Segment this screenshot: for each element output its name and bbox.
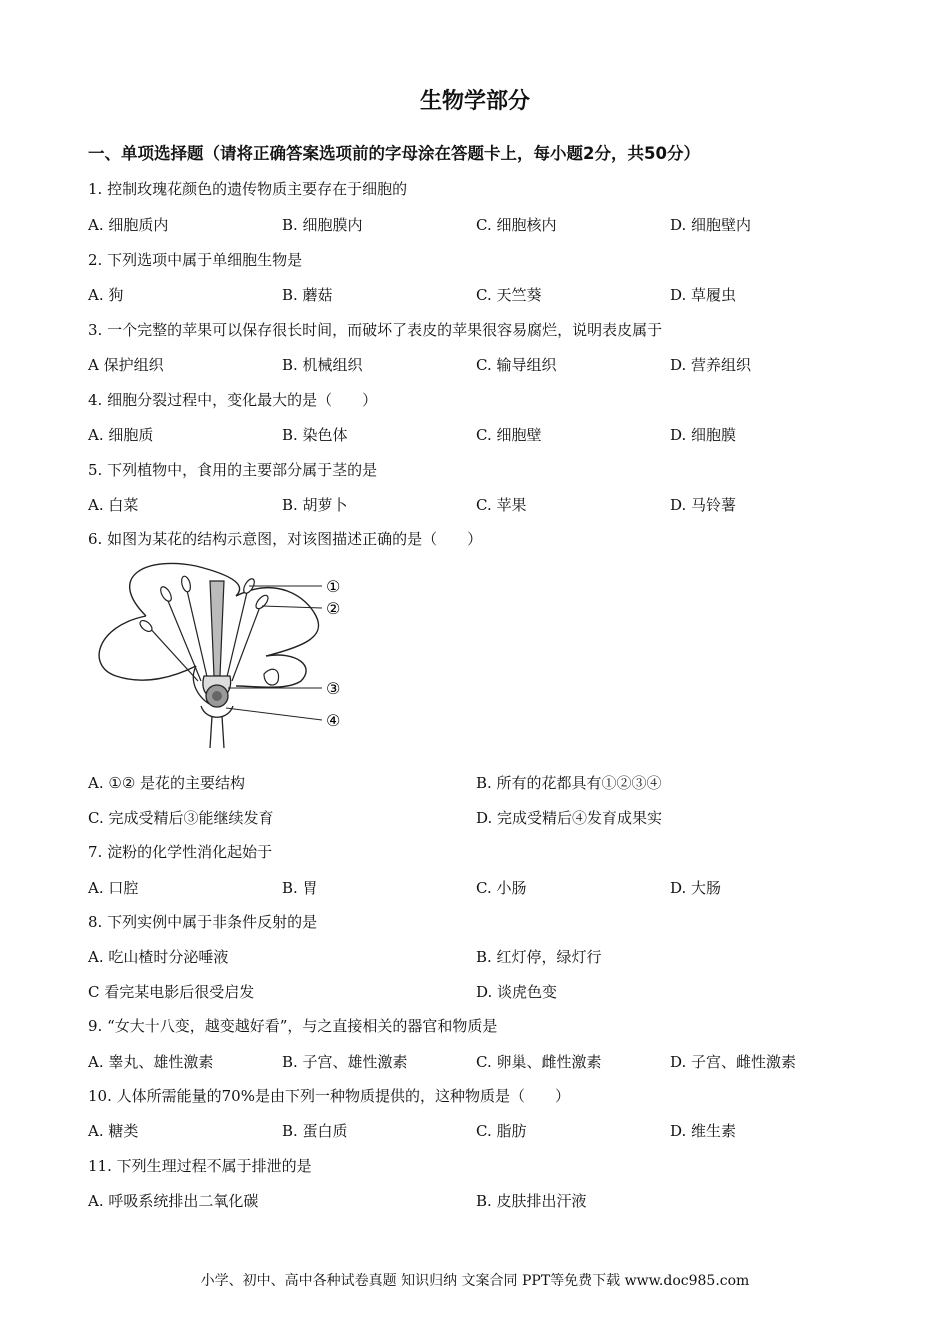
option-c: C. 天竺葵 [476, 286, 542, 304]
option-a: A 保护组织 [88, 356, 164, 374]
option-a: A. ①② 是花的主要结构 [88, 774, 246, 792]
question-stem: 8. 下列实例中属于非条件反射的是 [88, 913, 318, 931]
option-a: A. 睾丸、雄性激素 [88, 1053, 214, 1071]
question-stem: 3. 一个完整的苹果可以保存很长时间，而破坏了表皮的苹果很容易腐烂，说明表皮属于 [88, 321, 663, 339]
question-stem: 7. 淀粉的化学性消化起始于 [88, 843, 273, 861]
option-d: D. 维生素 [670, 1122, 737, 1140]
option-d: D. 细胞膜 [670, 426, 737, 444]
option-b: B. 胡萝卜 [282, 496, 348, 514]
option-b: B. 胃 [282, 879, 318, 897]
option-b: B. 染色体 [282, 426, 348, 444]
option-a: A. 狗 [88, 286, 124, 304]
option-b: B. 红灯停，绿灯行 [476, 948, 602, 966]
option-d: D. 细胞壁内 [670, 216, 752, 234]
option-c: C. 细胞壁 [476, 426, 542, 444]
flower-structure-diagram [86, 556, 360, 748]
label-1: ① [326, 577, 341, 596]
section-heading: 一、单项选择题（请将正确答案选项前的字母涂在答题卡上，每小题2分，共50分） [88, 144, 700, 163]
option-b: B. 蛋白质 [282, 1122, 348, 1140]
question-stem: 11. 下列生理过程不属于排泄的是 [88, 1157, 312, 1175]
option-a: A. 吃山楂时分泌唾液 [88, 948, 229, 966]
question-stem: 5. 下列植物中，食用的主要部分属于茎的是 [88, 461, 378, 479]
option-c: C. 细胞核内 [476, 216, 557, 234]
option-d: D. 草履虫 [670, 286, 737, 304]
option-d: D. 大肠 [670, 879, 722, 897]
option-c: C. 苹果 [476, 496, 527, 514]
page-title: 生物学部分 [419, 89, 530, 114]
option-b: B. 所有的花都具有①②③④ [476, 774, 662, 792]
option-b: B. 子宫、雄性激素 [282, 1053, 408, 1071]
page-footer: 小学、初中、高中各种试卷真题 知识归纳 文案合同 PPT等免费下载 www.doc985.com [200, 1273, 750, 1289]
option-c: C. 完成受精后③能继续发育 [88, 809, 274, 827]
label-2: ② [326, 599, 341, 618]
option-d: D. 完成受精后④发育成果实 [476, 809, 663, 827]
question-stem: 1. 控制玫瑰花颜色的遗传物质主要存在于细胞的 [88, 180, 408, 198]
option-b: B. 皮肤排出汗液 [476, 1192, 587, 1210]
question-stem: 6. 如图为某花的结构示意图，对该图描述正确的是（ ） [88, 530, 483, 548]
question-stem: 4. 细胞分裂过程中，变化最大的是（ ） [88, 391, 378, 409]
option-b: B. 机械组织 [282, 356, 363, 374]
option-c: C 看完某电影后很受启发 [88, 983, 255, 1001]
option-a: A. 细胞质 [88, 426, 154, 444]
option-a: A. 细胞质内 [88, 216, 169, 234]
question-stem: 10. 人体所需能量的70%是由下列一种物质提供的，这种物质是（ ） [88, 1087, 570, 1105]
option-d: D. 谈虎色变 [476, 983, 558, 1001]
option-a: A. 呼吸系统排出二氧化碳 [88, 1192, 259, 1210]
option-c: C. 脂肪 [476, 1122, 527, 1140]
option-a: A. 白菜 [88, 496, 139, 514]
option-b: B. 细胞膜内 [282, 216, 363, 234]
option-c: C. 输导组织 [476, 356, 557, 374]
question-stem: 2. 下列选项中属于单细胞生物是 [88, 251, 303, 269]
option-a: A. 口腔 [88, 879, 139, 897]
option-d: D. 马铃薯 [670, 496, 737, 514]
option-c: C. 小肠 [476, 879, 527, 897]
label-3: ③ [326, 679, 341, 698]
option-c: C. 卵巢、雌性激素 [476, 1053, 602, 1071]
label-4: ④ [326, 711, 341, 730]
option-a: A. 糖类 [88, 1122, 139, 1140]
option-d: D. 营养组织 [670, 356, 752, 374]
option-b: B. 蘑菇 [282, 286, 333, 304]
option-d: D. 子宫、雌性激素 [670, 1053, 797, 1071]
question-stem: 9. “女大十八变，越变越好看”，与之直接相关的器官和物质是 [88, 1017, 498, 1035]
